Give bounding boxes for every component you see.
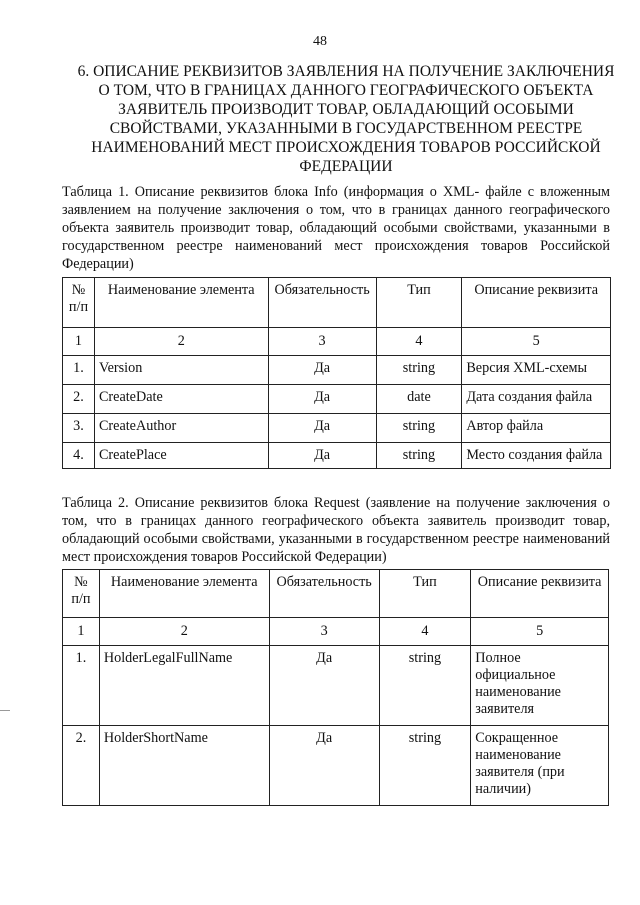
table-row [63,385,611,414]
table-row [63,726,609,806]
type-value: string [379,726,471,806]
page-number: 48 [313,34,327,49]
description-value: Дата создания файла [462,385,611,414]
table1-header-name: Наименование элемента [94,278,268,328]
table2-colnum: 4 [379,618,471,646]
scan-edge-mark [0,710,10,711]
table-row [63,646,609,726]
table1-header-num: № п/п [63,278,95,328]
section-title: 6. ОПИСАНИЕ РЕКВИЗИТОВ ЗАЯВЛЕНИЯ НА ПОЛУЧЕНИЕ ЗАКЛЮЧЕНИЯ О ТОМ, ЧТО В ГРАНИЦАХ ДАННОГО ГЕОГРАФИЧЕСКОГО ОБЪЕКТА ЗАЯВИТЕЛЬ ПРОИЗВОДИТ ТОВАР, ОБЛАДАЮЩИЙ ОСОБЫМИ СВОЙСТВАМИ, УКАЗАННЫМИ В ГОСУДАРСТВЕННОМ РЕЕСТРЕ НАИМЕНОВАНИЙ МЕСТ ПРОИСХОЖДЕНИЯ ТОВАРОВ РОССИЙСКОЙ ФЕДЕРАЦИИ [77,63,615,175]
row-number: 1. [63,356,95,385]
table1-colnum: 3 [268,328,376,356]
row-number: 3. [63,414,95,443]
type-value: string [379,646,471,726]
table1-header-row [63,278,611,328]
description-value: Автор файла [462,414,611,443]
type-value: date [376,385,462,414]
table2 [62,569,609,806]
table-row [63,414,611,443]
element-name: CreatePlace [94,443,268,469]
element-name: HolderShortName [99,726,269,806]
required-value: Да [269,726,379,806]
element-name: CreateDate [94,385,268,414]
table1 [62,277,611,469]
table2-column-numbers-row [63,618,609,646]
element-name: HolderLegalFullName [99,646,269,726]
table2-header-required: Обязательность [269,570,379,618]
element-name: CreateAuthor [94,414,268,443]
table2-header-num: № п/п [63,570,100,618]
table1-caption: Таблица 1. Описание реквизитов блока Info (информация о XML- файле с вложенным заявлением на получение заключения о том, что в границах данного географического объекта заявитель производит товар, обладающий особыми свойствами, указанными в государственном реестре наименований мест происхождения товаров Российской Федерации) [62,184,610,272]
table2-colnum: 2 [99,618,269,646]
table1-header-type: Тип [376,278,462,328]
description-value: Полное официальное наименование заявителя [471,646,609,726]
table2-header-row [63,570,609,618]
table1-header-desc: Описание реквизита [462,278,611,328]
table2-header-desc: Описание реквизита [471,570,609,618]
table1-colnum: 5 [462,328,611,356]
row-number: 2. [63,385,95,414]
table1-header-required: Обязательность [268,278,376,328]
type-value: string [376,443,462,469]
table-row [63,443,611,469]
row-number: 2. [63,726,100,806]
description-value: Место создания файла [462,443,611,469]
table2-colnum: 5 [471,618,609,646]
description-value: Сокращенное наименование заявителя (при наличии) [471,726,609,806]
required-value: Да [269,646,379,726]
table2-header-type: Тип [379,570,471,618]
required-value: Да [268,385,376,414]
table1-colnum: 2 [94,328,268,356]
row-number: 4. [63,443,95,469]
description-value: Версия XML-схемы [462,356,611,385]
type-value: string [376,356,462,385]
table2-header-name: Наименование элемента [99,570,269,618]
required-value: Да [268,414,376,443]
row-number: 1. [63,646,100,726]
required-value: Да [268,356,376,385]
required-value: Да [268,443,376,469]
table2-caption: Таблица 2. Описание реквизитов блока Request (заявление на получение заключения о том, что в границах данного географического объекта заявитель производит товар, обладающий особыми свойствами, указанными в государственном реестре наименований мест происхождения товаров Российской Федерации) [62,495,610,565]
element-name: Version [94,356,268,385]
type-value: string [376,414,462,443]
table1-colnum: 4 [376,328,462,356]
table2-colnum: 1 [63,618,100,646]
table1-column-numbers-row [63,328,611,356]
table1-colnum: 1 [63,328,95,356]
table2-colnum: 3 [269,618,379,646]
table-row [63,356,611,385]
